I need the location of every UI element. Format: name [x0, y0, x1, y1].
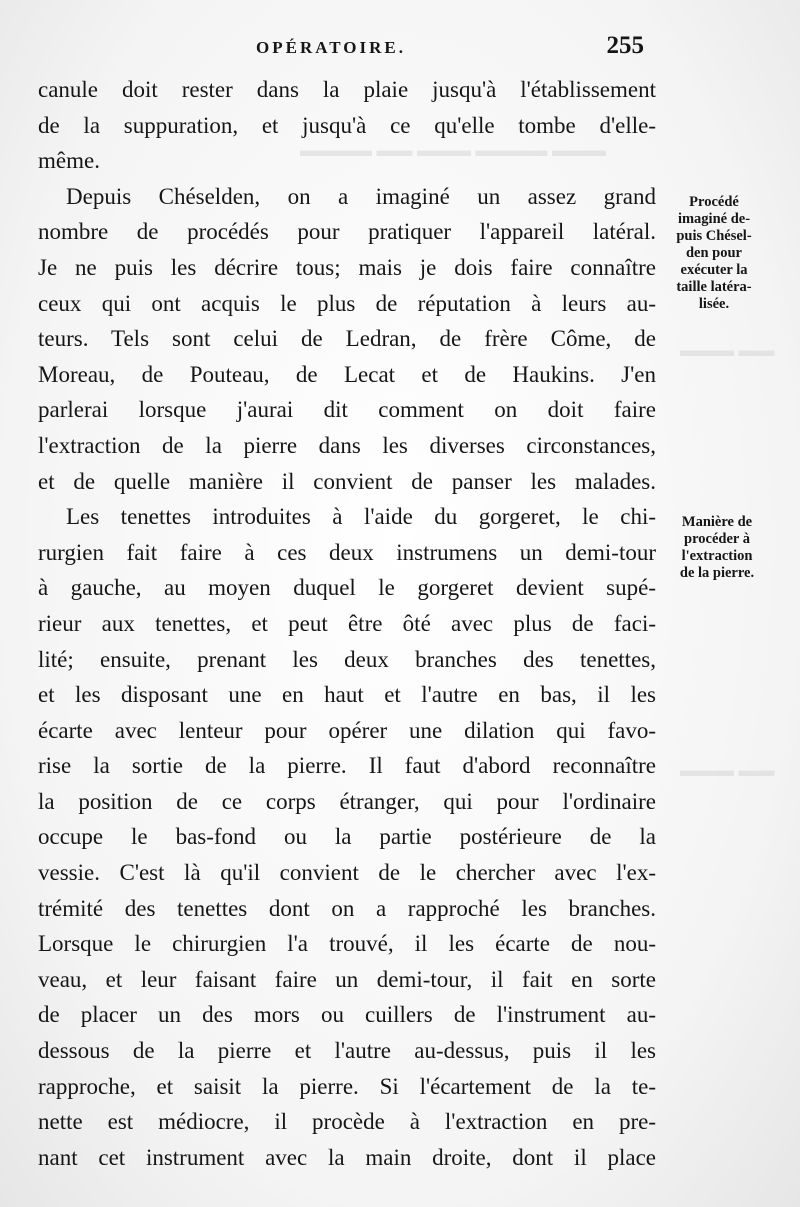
show-through-decoration: ▬▬ ▬▬▬	[680, 760, 775, 780]
text-line: même.	[38, 148, 100, 174]
margin-note-line: exécuter la	[680, 262, 748, 278]
body-text	[38, 72, 656, 1175]
text-line: rurgien fait faire à ces deux instrumens un demi-tour	[38, 539, 656, 565]
text-line: l'extraction de la pierre dans les diverses circonstances,	[38, 432, 656, 458]
page-number: 255	[606, 32, 644, 59]
margin-note-line: Manière de	[681, 514, 753, 530]
margin-note-line: procéder à	[684, 531, 750, 547]
text-line: rapproche, et saisit la pierre. Si l'écartement de la te-	[38, 1073, 656, 1099]
margin-note-line: Procédé	[689, 194, 739, 210]
show-through-decoration: ▬▬ ▬▬▬	[680, 340, 775, 360]
text-line: rieur aux tenettes, et peut être ôté avec plus de faci-	[38, 610, 656, 636]
margin-note-maniere	[666, 514, 768, 582]
text-line: nette est médiocre, il procède à l'extraction en pre-	[38, 1109, 656, 1135]
margin-note-line: taille latéra-	[676, 279, 752, 295]
text-line: Moreau, de Pouteau, de Lecat et de Haukins. J'en	[38, 361, 656, 387]
margin-note-line: lisée.	[698, 296, 730, 312]
text-line: nant cet instrument avec la main droite, dont il place	[38, 1144, 656, 1170]
text-line: vessie. C'est là qu'il convient de le chercher avec l'ex-	[38, 860, 656, 886]
running-head: OPÉRATOIRE.	[256, 38, 406, 57]
text-line: de la suppuration, et jusqu'à ce qu'elle tombe d'elle-	[38, 112, 656, 138]
text-line: nombre de procédés pour pratiquer l'appareil latéral.	[38, 219, 656, 245]
text-line: écarte avec lenteur pour opérer une dilation qui favo-	[38, 717, 656, 743]
text-line: et les disposant une en haut et l'autre en bas, il les	[38, 682, 656, 708]
text-line: Je ne puis les décrire tous; mais je dois faire connaître	[38, 254, 656, 280]
margin-note-line: den pour	[685, 245, 742, 261]
page-header	[250, 32, 650, 66]
text-line: et de quelle manière il convient de panser les malades.	[38, 468, 656, 494]
margin-note-line: de la pierre.	[679, 565, 755, 581]
text-line: parlerai lorsque j'aurai dit comment on doit faire	[38, 397, 656, 423]
show-through-decoration: ▬▬▬ ▬▬▬▬ ▬▬▬ ▬▬ ▬▬▬▬	[300, 140, 606, 160]
margin-note-line: puis Chésel-	[676, 228, 752, 244]
margin-note-line: l'extraction	[681, 548, 753, 564]
text-line: canule doit rester dans la plaie jusqu'à l'établissement	[38, 77, 656, 102]
text-line: dessous de la pierre et l'autre au-dessus, puis il les	[38, 1038, 656, 1064]
text-line: rise la sortie de la pierre. Il faut d'abord reconnaître	[38, 753, 656, 779]
text-line: de placer un des mors ou cuillers de l'instrument au-	[38, 1002, 656, 1028]
text-line: teurs. Tels sont celui de Ledran, de frère Côme, de	[38, 326, 656, 352]
text-line: Lorsque le chirurgien l'a trouvé, il les écarte de nou-	[38, 931, 656, 957]
text-line: ceux qui ont acquis le plus de réputation à leurs au-	[38, 290, 656, 316]
margin-note-procede	[660, 194, 768, 313]
text-line: la position de ce corps étranger, qui pour l'ordinaire	[38, 788, 656, 814]
text-line: Depuis Chéselden, on a imaginé un assez grand	[66, 183, 656, 209]
margin-note-line: imaginé de-	[677, 211, 751, 227]
text-line: veau, et leur faisant faire un demi-tour, il fait en sorte	[38, 966, 656, 992]
text-line: lité; ensuite, prenant les deux branches des tenettes,	[38, 646, 656, 672]
text-line: Les tenettes introduites à l'aide du gorgeret, le chi-	[66, 504, 656, 530]
text-line: trémité des tenettes dont on a rapproché les branches.	[38, 895, 656, 921]
text-line: à gauche, au moyen duquel le gorgeret devient supé-	[38, 575, 656, 601]
text-line: occupe le bas-fond ou la partie postérieure de la	[38, 824, 656, 850]
